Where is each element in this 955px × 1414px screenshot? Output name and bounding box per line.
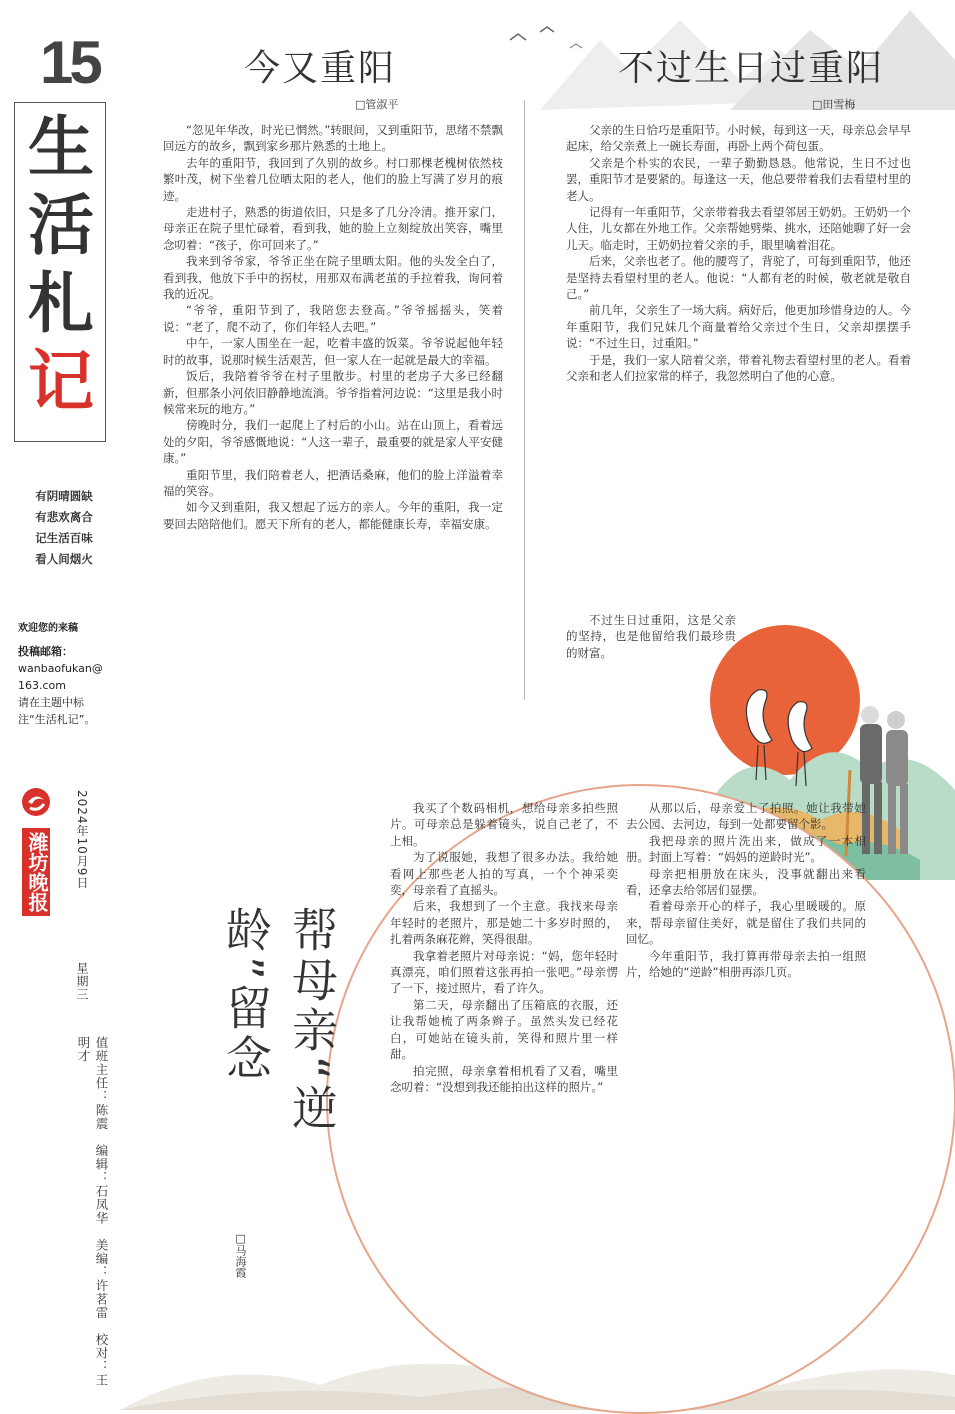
logo-text: 潍坊晚报 (22, 828, 50, 916)
paragraph: 前几年，父亲生了一场大病。病好后，他更加珍惜身边的人。今年重阳节，我们兄妹几个商量着给父亲过个生日，父亲却摆摆手说：“不过生日，过重阳。” (566, 303, 911, 351)
paragraph: 我买了个数码相机，想给母亲多拍些照片。可母亲总是躲着镜头，说自己老了，不上相。 (390, 801, 618, 848)
page-number: 15 (40, 29, 99, 96)
paragraph: 后来，父亲也老了。他的腰弯了，背驼了，可每到重阳节，他还是坚持去看望村里的老人。他说：“人都有老的时候，敬老就是敬自己。” (566, 254, 911, 302)
article1-body (163, 122, 503, 850)
paragraph: 记得有一年重阳节，父亲带着我去看望邻居王奶奶。王奶奶一个人住，儿女都在外地工作。父亲帮她劈柴、挑水，还陪她聊了好一会儿天。临走时，王奶奶拉着父亲的手，眼里噙着泪花。 (566, 205, 911, 252)
paragraph: 饭后，我陪着爷爷在村子里散步。村里的老房子大多已经翻新，但那条小河依旧静静地流淌。爷爷指着河边说：“这里是我小时候常来玩的地方。” (163, 369, 503, 416)
paragraph: 父亲是个朴实的农民，一辈子勤勤恳恳。他常说，生日不过也罢，重阳节才是要紧的。每逢这一天，他总要带着我们去看望村里的老人。 (566, 155, 911, 203)
paragraph: 看着母亲开心的样子，我心里暖暖的。原来，帮母亲留住美好，就是留住了我们共同的回忆。 (626, 899, 866, 947)
paragraph: 父亲的生日恰巧是重阳节。小时候，每到这一天，母亲总会早早起床，给父亲煮上一碗长寿面，再卧上两个荷包蛋。 (566, 123, 911, 154)
contrib-label: 投稿邮箱： (18, 645, 73, 658)
paragraph: 我拿着老照片对母亲说：“妈，您年轻时真漂亮，咱们照着这张再拍一张吧。”母亲愣了一下，接过照片，看了许久。 (390, 948, 618, 996)
paragraph: 为了说服她，我想了很多办法。我给她看网上那些老人拍的写真，一个个神采奕奕，母亲看了直摇头。 (390, 850, 618, 898)
newspaper-logo (20, 786, 60, 956)
paragraph: 傍晚时分，我们一起爬上了村后的小山。站在山顶上，看着远处的夕阳，爷爷感慨地说：“人这一辈子，最重要的就是家人平安健康。” (163, 418, 503, 466)
article2-title: 不过生日过重阳 (618, 48, 885, 89)
column-divider (524, 100, 525, 700)
article1-author: □管淑平 (355, 98, 399, 111)
paragraph: 后来，我想到了一个主意。我找来母亲年轻时的老照片，那是她二十多岁时照的，扎着两条麻花辫，笑得很甜。 (390, 899, 618, 947)
paragraph: 于是，我们一家人陪着父亲，带着礼物去看望村里的老人。看着父亲和老人们拉家常的样子，我忽然明白了他的心意。 (566, 352, 911, 384)
motto: 有阴晴圆缺 有悲欢离合 记生活百味 看人间烟火 (35, 489, 93, 566)
article1-title: 今又重阳 (244, 48, 397, 89)
paragraph: 今年重阳节，我打算再带母亲去拍一组照片，给她的“逆龄”相册再添几页。 (626, 948, 866, 980)
contrib-welcome: 欢迎您的来稿 (18, 623, 78, 634)
paragraph: 第二天，母亲翻出了压箱底的衣服，还让我帮她梳了两条辫子。虽然头发已经花白，可她站在镜头前，笑得和照片里一样甜。 (390, 997, 618, 1062)
paragraph: 母亲把相册放在床头，没事就翻出来看看，还拿去给邻居们显摆。 (626, 866, 866, 898)
staff-credits: 值班主任：陈震 编辑：石凤华 美编：许茗雷 校对：王明才 (76, 1036, 109, 1387)
logo-swirl-icon (20, 786, 52, 818)
paragraph: 走进村子，熟悉的街道依旧，只是多了几分冷清。推开家门，母亲正在院子里忙碌着，看到我，她的脸上立刻绽放出笑容，嘴里念叨着：“孩子，你可回来了。” (163, 205, 503, 252)
paragraph: 重阳节里，我们陪着老人，把酒话桑麻，他们的脸上洋溢着幸福的笑容。 (163, 467, 503, 498)
issue-date: 2024年10月9日 (75, 790, 89, 890)
paragraph: 我来到爷爷家，爷爷正坐在院子里晒太阳。他的头发全白了，看到我，他放下手中的拐杖，用那双布满老茧的手拉着我，询问着我的近况。 (163, 254, 503, 302)
paragraph: 中午，一家人围坐在一起，吃着丰盛的饭菜。爷爷说起他年轻时的故事，说那时候生活艰苦，但一家人在一起就是最大的幸福。 (163, 336, 503, 367)
article3-title: 帮母亲“逆龄”留念 (219, 906, 339, 1134)
article2-author: □田雪梅 (812, 98, 856, 111)
issue-weekday: 星期三 (75, 962, 89, 1001)
article3-body-left (390, 800, 618, 1382)
contrib-note: 请在主题中标注“生活札记”。 (18, 696, 96, 726)
article3-author: □马海霞 (234, 1232, 247, 1278)
paragraph: 拍完照，母亲拿着相机看了又看，嘴里念叨着：“没想到我还能拍出这样的照片。” (390, 1063, 618, 1094)
paragraph: 不过生日过重阳，这是父亲的坚持，也是他留给我们最珍贵的财富。 (566, 613, 736, 660)
article2-body (566, 122, 911, 612)
paragraph: 从那以后，母亲爱上了拍照。她让我带她去公园、去河边，每到一处都要留个影。 (626, 801, 866, 832)
paragraph: 我把母亲的照片洗出来，做成了一本相册。封面上写着：“妈妈的逆龄时光”。 (626, 833, 866, 865)
section-title: 生 活 札 记 (28, 108, 94, 420)
paragraph: 去年的重阳节，我回到了久别的故乡。村口那棵老槐树依然枝繁叶茂，树下坐着几位晒太阳的老人，他们的脸上写满了岁月的痕迹。 (163, 155, 503, 203)
paragraph: 如今又到重阳，我又想起了远方的亲人。今年的重阳，我一定要回去陪陪他们。愿天下所有的老人，都能健康长寿，幸福安康。 (163, 500, 503, 531)
paragraph: “爷爷，重阳节到了，我陪您去登高。”爷爷摇摇头，笑着说：“老了，爬不动了，你们年轻人去吧。” (163, 303, 503, 334)
contribution-info (18, 620, 108, 728)
article3-body-right (626, 800, 866, 1382)
contrib-email[interactable]: wanbaofukan@163.com (18, 662, 103, 692)
paragraph: “忽见年华改，时光已惘然。”转眼间，又到重阳节，思绪不禁飘回远方的故乡，飘到家乡那片熟悉的土地上。 (163, 123, 503, 154)
